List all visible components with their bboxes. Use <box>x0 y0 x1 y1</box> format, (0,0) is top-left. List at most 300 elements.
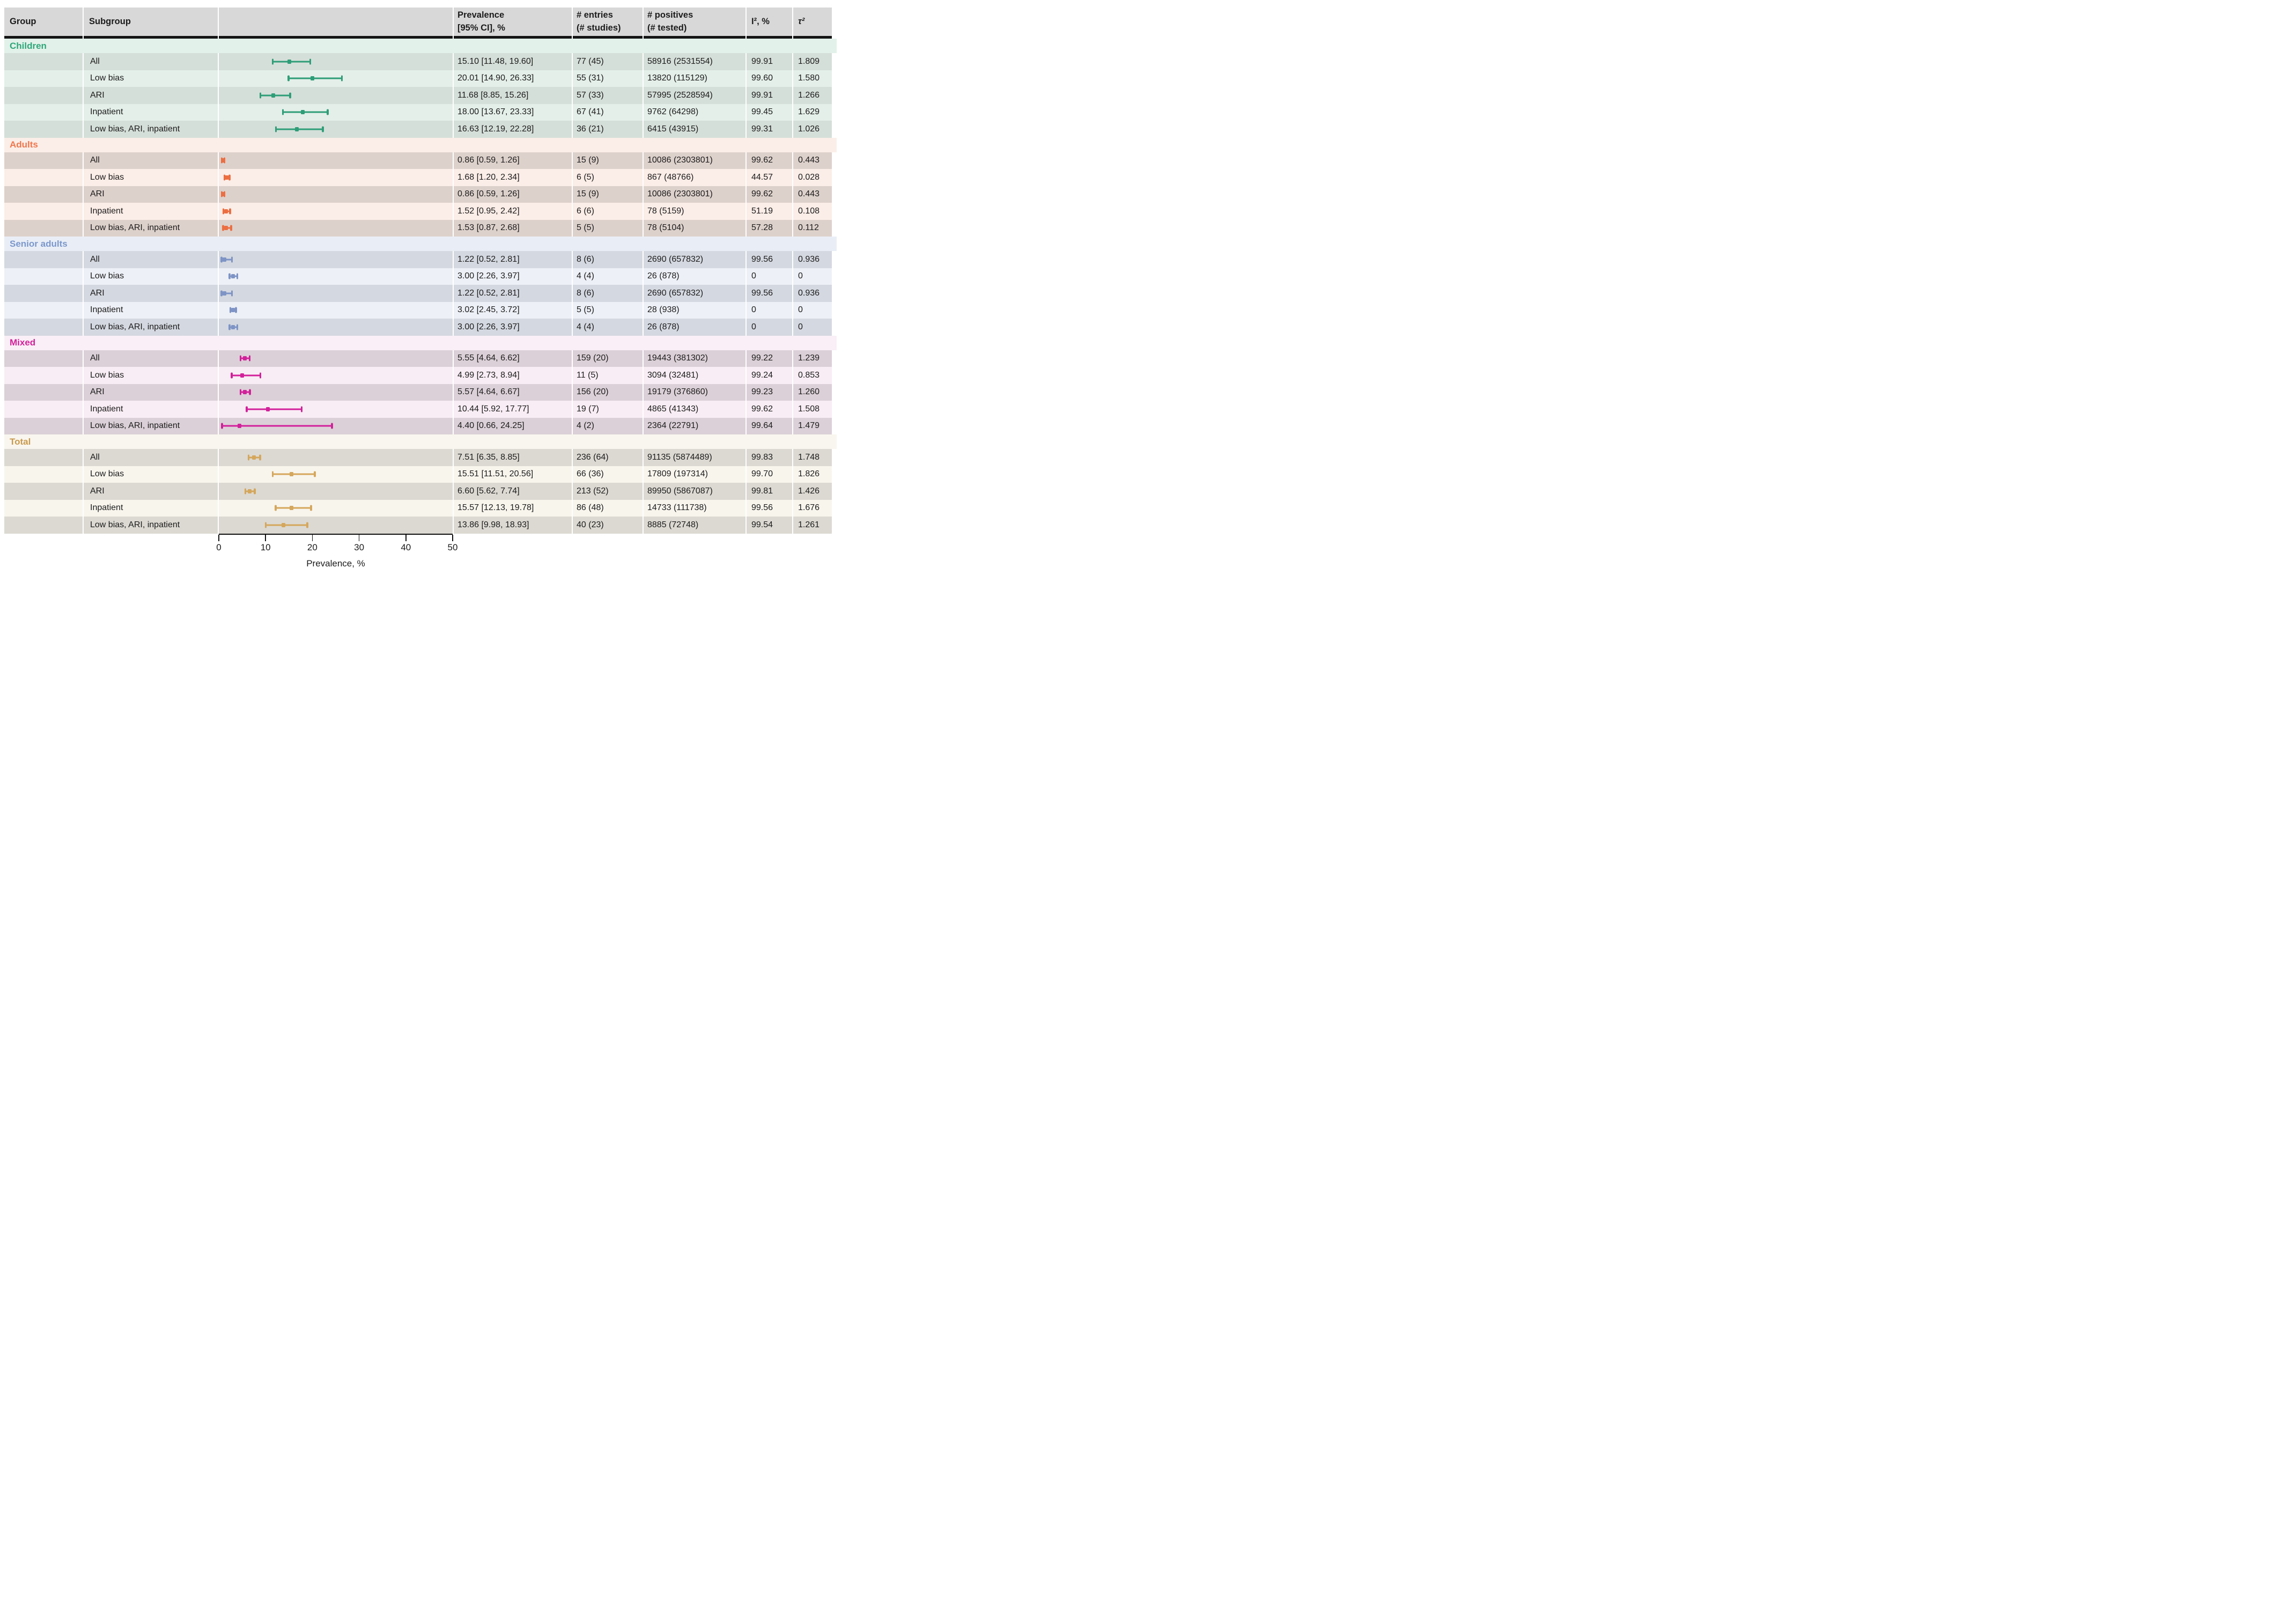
positives-value-text: 3094 (32481) <box>647 370 699 380</box>
entries-value-text: 8 (6) <box>577 254 594 264</box>
subgroup-label <box>84 384 218 401</box>
point-estimate-marker <box>282 523 285 527</box>
x-axis-tick-label: 50 <box>447 542 458 552</box>
group-title-label: Mixed <box>10 337 36 348</box>
prevalence-value <box>454 350 572 367</box>
subgroup-label-text: Low bias, ARI, inpatient <box>90 124 180 134</box>
tau2-value-text: 1.266 <box>798 90 820 100</box>
group-title-label: Total <box>10 436 31 447</box>
positives-value <box>644 203 745 220</box>
tau2-value-text: 1.809 <box>798 56 820 66</box>
positives-value <box>644 367 745 384</box>
positives-value <box>644 152 745 169</box>
forest-row <box>4 350 837 367</box>
positives-value <box>644 251 745 268</box>
i2-value <box>747 500 792 517</box>
prevalence-value <box>454 186 572 203</box>
i2-value <box>747 251 792 268</box>
i2-value <box>747 121 792 138</box>
prevalence-value-text: 13.86 [9.98, 18.93] <box>457 520 529 529</box>
prevalence-value-text: 7.51 [6.35, 8.85] <box>457 452 520 462</box>
entries-value-text: 5 (5) <box>577 305 594 315</box>
prevalence-value-text: 1.22 [0.52, 2.81] <box>457 288 520 298</box>
forest-plot-cell <box>219 367 453 384</box>
forest-row <box>4 70 837 87</box>
i2-value-text: 99.62 <box>751 156 773 165</box>
subgroup-label <box>84 203 218 220</box>
prevalence-value <box>454 53 572 70</box>
header-positives-line2: (# tested) <box>647 23 687 33</box>
group-cell <box>4 186 83 203</box>
group-cell <box>4 449 83 466</box>
i2-value <box>747 203 792 220</box>
header-i2 <box>747 8 792 39</box>
entries-value-text: 4 (2) <box>577 421 594 431</box>
prevalence-value <box>454 251 572 268</box>
forest-plot-cell <box>219 483 453 500</box>
point-estimate-marker <box>224 226 228 230</box>
ci-cap-low <box>228 324 231 330</box>
group-cell <box>4 121 83 138</box>
prevalence-value <box>454 121 572 138</box>
entries-value-text: 6 (6) <box>577 206 594 216</box>
entries-value-text: 55 (31) <box>577 73 604 83</box>
ci-cap-low <box>240 356 242 362</box>
prevalence-value-text: 1.22 [0.52, 2.81] <box>457 254 520 264</box>
forest-row <box>4 319 837 336</box>
positives-value <box>644 500 745 517</box>
entries-value-text: 15 (9) <box>577 189 599 199</box>
ci-cap-high <box>301 406 303 412</box>
ci-line <box>283 112 328 113</box>
tau2-value <box>793 152 832 169</box>
prevalence-value <box>454 449 572 466</box>
forest-plot-cell <box>219 418 453 435</box>
point-estimate-marker <box>252 455 256 460</box>
prevalence-value <box>454 483 572 500</box>
subgroup-label <box>84 466 218 483</box>
group-cell <box>4 483 83 500</box>
ci-cap-high <box>309 58 312 64</box>
ci-cap-high <box>230 225 232 231</box>
tau2-value-text: 1.580 <box>798 73 820 83</box>
tau2-value-text: 0.443 <box>798 189 820 199</box>
entries-value <box>573 449 643 466</box>
subgroup-label <box>84 449 218 466</box>
prevalence-value <box>454 87 572 104</box>
entries-value-text: 66 (36) <box>577 469 604 479</box>
group-cell <box>4 169 83 186</box>
tau2-value <box>793 186 832 203</box>
positives-value-text: 28 (938) <box>647 305 680 315</box>
positives-value-text: 2690 (657832) <box>647 288 704 298</box>
forest-plot-cell <box>219 449 453 466</box>
ci-cap-high <box>254 488 256 494</box>
subgroup-label <box>84 350 218 367</box>
entries-value <box>573 319 643 336</box>
header-subgroup-label: Subgroup <box>89 16 131 26</box>
tau2-value-text: 1.508 <box>798 404 820 414</box>
entries-value-text: 19 (7) <box>577 404 599 414</box>
ci-cap-high <box>231 290 233 296</box>
forest-row <box>4 449 837 466</box>
tau2-value-text: 0.443 <box>798 156 820 165</box>
entries-value <box>573 483 643 500</box>
tau2-value <box>793 104 832 121</box>
tau2-value-text: 0 <box>798 322 803 331</box>
point-estimate-marker <box>248 489 252 493</box>
entries-value <box>573 53 643 70</box>
group-cell <box>4 203 83 220</box>
i2-value <box>747 401 792 418</box>
positives-value <box>644 483 745 500</box>
tau2-value <box>793 302 832 319</box>
positives-value <box>644 268 745 285</box>
subgroup-label-text: All <box>90 452 100 462</box>
ci-cap-low <box>287 76 290 82</box>
entries-value-text: 86 (48) <box>577 503 604 513</box>
positives-value-text: 10086 (2303801) <box>647 189 713 199</box>
forest-plot-cell <box>219 121 453 138</box>
group-title-label: Senior adults <box>10 238 68 249</box>
i2-value-text: 99.56 <box>751 503 773 513</box>
group-cell <box>4 367 83 384</box>
prevalence-value <box>454 302 572 319</box>
i2-value <box>747 152 792 169</box>
tau2-value <box>793 483 832 500</box>
header-forest-plot-spacer <box>219 8 453 39</box>
point-estimate-marker <box>224 209 228 213</box>
tau2-value-text: 0.936 <box>798 288 820 298</box>
x-axis-tick-label: 30 <box>354 542 365 552</box>
forest-row <box>4 121 837 138</box>
entries-value <box>573 401 643 418</box>
tau2-value <box>793 418 832 435</box>
entries-value <box>573 350 643 367</box>
subgroup-label <box>84 500 218 517</box>
i2-value-text: 99.83 <box>751 452 773 462</box>
point-estimate-marker <box>287 60 291 64</box>
tau2-value-text: 1.026 <box>798 124 820 134</box>
group-cell <box>4 251 83 268</box>
tau2-value-text: 1.426 <box>798 486 820 496</box>
tau2-value <box>793 319 832 336</box>
prevalence-value-text: 20.01 [14.90, 26.33] <box>457 73 534 83</box>
entries-value-text: 4 (4) <box>577 322 594 331</box>
point-estimate-marker <box>231 325 235 329</box>
tau2-value-text: 1.260 <box>798 387 820 397</box>
point-estimate-marker <box>301 110 305 114</box>
subgroup-label <box>84 53 218 70</box>
i2-value <box>747 367 792 384</box>
forest-plot-cell <box>219 186 453 203</box>
entries-value <box>573 121 643 138</box>
subgroup-label <box>84 268 218 285</box>
tau2-value-text: 0.112 <box>798 223 819 233</box>
tau2-value <box>793 449 832 466</box>
group-title-row <box>4 237 837 251</box>
tau2-value <box>793 203 832 220</box>
positives-value-text: 9762 (64298) <box>647 107 699 117</box>
point-estimate-marker <box>240 373 244 378</box>
tau2-value <box>793 53 832 70</box>
header-prevalence-line2: [95% CI], % <box>457 23 505 33</box>
i2-value-text: 99.56 <box>751 288 773 298</box>
tau2-value <box>793 220 832 237</box>
group-cell <box>4 319 83 336</box>
positives-value-text: 19443 (381302) <box>647 353 708 363</box>
prevalence-value <box>454 367 572 384</box>
entries-value <box>573 285 643 302</box>
forest-plot-cell <box>219 401 453 418</box>
forest-row <box>4 104 837 121</box>
group-cell <box>4 418 83 435</box>
group-title-row <box>4 434 837 449</box>
tau2-value <box>793 384 832 401</box>
tau2-value-text: 0 <box>798 305 803 315</box>
x-axis-tick <box>405 535 407 541</box>
ci-cap-low <box>265 522 267 528</box>
tau2-value <box>793 401 832 418</box>
point-estimate-marker <box>223 291 226 296</box>
ci-cap-low <box>272 58 274 64</box>
ci-cap-high <box>327 109 329 115</box>
prevalence-value <box>454 104 572 121</box>
subgroup-label-text: Low bias, ARI, inpatient <box>90 322 180 331</box>
forest-plot-cell <box>219 220 453 237</box>
x-axis-tick <box>312 535 313 541</box>
group-cell <box>4 104 83 121</box>
entries-value <box>573 517 643 534</box>
positives-value <box>644 169 745 186</box>
positives-value <box>644 401 745 418</box>
i2-value-text: 99.91 <box>751 90 773 100</box>
forest-row <box>4 53 837 70</box>
x-axis-tick <box>265 535 266 541</box>
prevalence-value-text: 15.51 [11.51, 20.56] <box>457 469 534 479</box>
subgroup-label-text: Low bias, ARI, inpatient <box>90 421 180 431</box>
group-cell <box>4 152 83 169</box>
subgroup-label <box>84 121 218 138</box>
prevalence-value-text: 0.86 [0.59, 1.26] <box>457 156 520 165</box>
prevalence-value-text: 1.52 [0.95, 2.42] <box>457 206 520 216</box>
subgroup-label-text: Low bias <box>90 271 124 281</box>
ci-cap-low <box>260 92 262 98</box>
point-estimate-marker <box>225 175 228 180</box>
ci-line <box>276 128 323 130</box>
x-axis-tick-label: 40 <box>401 542 411 552</box>
positives-value <box>644 104 745 121</box>
point-estimate-marker <box>238 424 241 428</box>
point-estimate-marker <box>295 127 299 131</box>
positives-value <box>644 121 745 138</box>
ci-cap-high <box>331 423 333 429</box>
prevalence-value-text: 18.00 [13.67, 23.33] <box>457 107 534 117</box>
i2-value-text: 99.23 <box>751 387 773 397</box>
ci-line <box>265 524 307 526</box>
entries-value-text: 57 (33) <box>577 90 604 100</box>
point-estimate-marker <box>223 257 226 262</box>
prevalence-value <box>454 285 572 302</box>
prevalence-value-text: 3.02 [2.45, 3.72] <box>457 305 520 315</box>
point-estimate-marker <box>271 93 275 98</box>
tau2-value <box>793 466 832 483</box>
prevalence-value <box>454 169 572 186</box>
entries-value <box>573 186 643 203</box>
subgroup-label-text: ARI <box>90 90 105 100</box>
tau2-value-text: 1.261 <box>798 520 820 529</box>
tau2-value <box>793 169 832 186</box>
i2-value-text: 99.91 <box>751 56 773 66</box>
positives-value-text: 14733 (111738) <box>647 503 707 513</box>
point-estimate-marker <box>221 158 225 163</box>
prevalence-value <box>454 500 572 517</box>
subgroup-label-text: Inpatient <box>90 107 123 117</box>
ci-line <box>272 61 311 62</box>
i2-value-text: 99.45 <box>751 107 773 117</box>
table-header-row <box>4 8 837 39</box>
i2-value-text: 99.64 <box>751 421 773 431</box>
forest-plot-cell <box>219 350 453 367</box>
header-i2-label: I², % <box>751 16 770 26</box>
prevalence-value-text: 3.00 [2.26, 3.97] <box>457 322 520 331</box>
entries-value-text: 159 (20) <box>577 353 609 363</box>
subgroup-label <box>84 220 218 237</box>
entries-value-text: 67 (41) <box>577 107 604 117</box>
forest-row <box>4 401 837 418</box>
subgroup-label <box>84 302 218 319</box>
x-axis-tick <box>218 535 219 541</box>
subgroup-label-text: Low bias <box>90 73 124 83</box>
i2-value <box>747 350 792 367</box>
group-title-label: Adults <box>10 139 38 150</box>
entries-value-text: 11 (5) <box>577 370 599 380</box>
subgroup-label-text: All <box>90 353 100 363</box>
ci-cap-low <box>228 274 231 279</box>
i2-value <box>747 186 792 203</box>
ci-cap-low <box>275 505 277 511</box>
subgroup-label <box>84 251 218 268</box>
entries-value <box>573 203 643 220</box>
subgroup-label <box>84 401 218 418</box>
i2-value-text: 99.24 <box>751 370 773 380</box>
subgroup-label-text: Inpatient <box>90 305 123 315</box>
positives-value-text: 10086 (2303801) <box>647 156 713 165</box>
entries-value-text: 36 (21) <box>577 124 604 134</box>
subgroup-label-text: All <box>90 254 100 264</box>
subgroup-label-text: ARI <box>90 189 105 199</box>
ci-cap-low <box>248 454 250 460</box>
entries-value-text: 156 (20) <box>577 387 609 397</box>
i2-value-text: 44.57 <box>751 172 773 182</box>
i2-value <box>747 87 792 104</box>
forest-row <box>4 483 837 500</box>
ci-cap-low <box>220 256 223 262</box>
forest-row <box>4 203 837 220</box>
group-cell <box>4 268 83 285</box>
entries-value <box>573 104 643 121</box>
header-positives <box>644 8 745 39</box>
subgroup-label-text: Low bias <box>90 469 124 479</box>
tau2-value <box>793 87 832 104</box>
subgroup-label-text: Inpatient <box>90 503 123 513</box>
prevalence-value <box>454 220 572 237</box>
tau2-value-text: 0 <box>798 271 803 281</box>
positives-value <box>644 517 745 534</box>
ci-cap-high <box>237 324 239 330</box>
positives-value-text: 2364 (22791) <box>647 421 699 431</box>
positives-value-text: 2690 (657832) <box>647 254 704 264</box>
forest-plot-cell <box>219 466 453 483</box>
ci-line <box>289 78 342 79</box>
prevalence-value-text: 15.57 [12.13, 19.78] <box>457 503 534 513</box>
forest-plot-cell <box>219 87 453 104</box>
subgroup-label-text: Low bias, ARI, inpatient <box>90 223 180 233</box>
i2-value <box>747 104 792 121</box>
positives-value-text: 17809 (197314) <box>647 469 708 479</box>
ci-cap-low <box>275 126 277 132</box>
entries-value-text: 213 (52) <box>577 486 609 496</box>
entries-value <box>573 268 643 285</box>
ci-cap-high <box>231 256 233 262</box>
forest-row <box>4 500 837 517</box>
group-cell <box>4 401 83 418</box>
group-cell <box>4 285 83 302</box>
i2-value <box>747 517 792 534</box>
ci-cap-high <box>237 274 239 279</box>
i2-value-text: 99.56 <box>751 254 773 264</box>
group-cell <box>4 350 83 367</box>
tau2-value <box>793 70 832 87</box>
i2-value-text: 99.60 <box>751 73 773 83</box>
i2-value-text: 99.70 <box>751 469 773 479</box>
i2-value-text: 51.19 <box>751 206 773 216</box>
forest-row <box>4 302 837 319</box>
group-title-row <box>4 336 837 350</box>
tau2-value <box>793 350 832 367</box>
tau2-value-text: 0.028 <box>798 172 820 182</box>
forest-row <box>4 268 837 285</box>
entries-value <box>573 302 643 319</box>
tau2-value <box>793 285 832 302</box>
point-estimate-marker <box>290 472 293 476</box>
subgroup-label-text: Low bias <box>90 172 124 182</box>
positives-value-text: 26 (878) <box>647 322 680 331</box>
header-entries-line2: (# studies) <box>577 23 621 33</box>
prevalence-value-text: 16.63 [12.19, 22.28] <box>457 124 534 134</box>
x-axis-tick <box>359 535 360 541</box>
i2-value <box>747 70 792 87</box>
ci-line <box>247 408 302 410</box>
prevalence-value-text: 1.68 [1.20, 2.34] <box>457 172 520 182</box>
tau2-value <box>793 121 832 138</box>
forest-row <box>4 169 837 186</box>
group-cell <box>4 87 83 104</box>
entries-value <box>573 466 643 483</box>
i2-value <box>747 418 792 435</box>
i2-value-text: 0 <box>751 322 756 331</box>
subgroup-label <box>84 104 218 121</box>
tau2-value-text: 1.676 <box>798 503 820 513</box>
entries-value <box>573 87 643 104</box>
ci-cap-high <box>229 208 231 214</box>
forest-plot-cell <box>219 384 453 401</box>
forest-plot-cell <box>219 302 453 319</box>
positives-value-text: 91135 (5874489) <box>647 452 712 462</box>
prevalence-value-text: 5.55 [4.64, 6.62] <box>457 353 520 363</box>
group-cell <box>4 517 83 534</box>
subgroup-label <box>84 367 218 384</box>
